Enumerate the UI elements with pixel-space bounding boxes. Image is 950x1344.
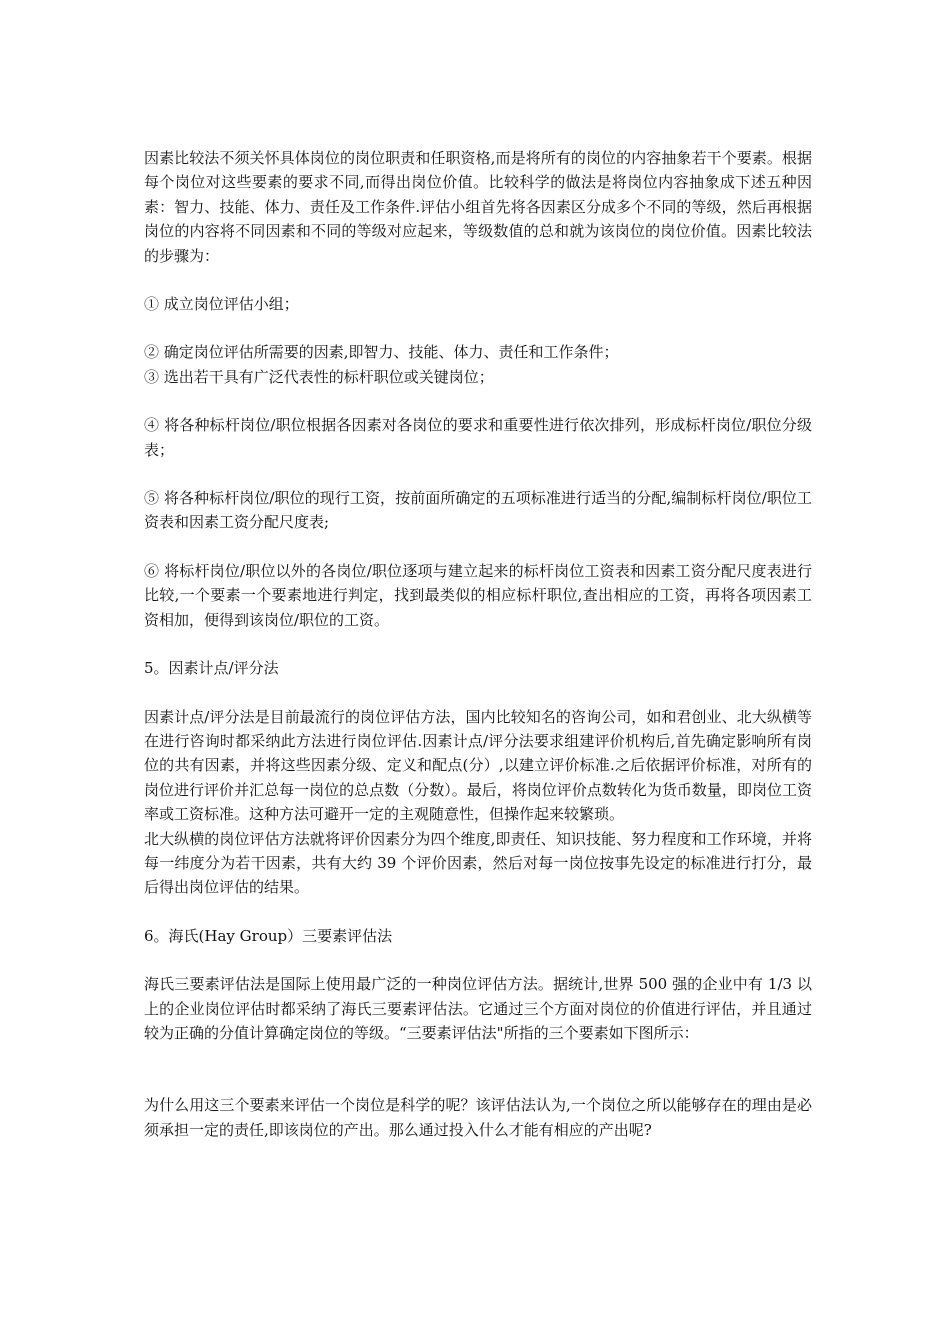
section-heading-5: 5。因素计点/评分法: [144, 659, 279, 678]
intro-paragraph: 因素比较法不须关怀具体岗位的岗位职责和任职资格,而是将所有的岗位的内容抽象若干个要素。根据每个岗位对这些要素的要求不同,而得出岗位价值。比较科学的做法是将岗位内容抽象成下述五种因素：智力、技能、体力、责任及工作条件.评估小组首先将各因素区分成多个不同的等级，然后再根据岗位的内容将不同因素和不同的等级对应起来，等级数值的总和就为该岗位的岗位价值。因素比较法的步骤为：: [144, 149, 812, 265]
step-3: ③ 选出若干具有广泛代表性的标杆职位或关键岗位；: [144, 367, 494, 386]
spacer: [144, 681, 812, 705]
step-2: ② 确定岗位评估所需要的因素,即智力、技能、体力、责任和工作条件；: [144, 343, 619, 362]
step-5: ⑤ 将各种标杆岗位/职位的现行工资，按前面所确定的五项标准进行适当的分配,编制标杆岗位/职位工资表和因素工资分配尺度表;: [144, 489, 812, 532]
spacer: [144, 268, 812, 292]
spacer: [144, 900, 812, 924]
document-body: [144, 146, 812, 1142]
step-4: ④ 将各种标杆岗位/职位根据各因素对各岗位的要求和重要性进行依次排列，形成标杆岗位/职位分级表；: [144, 416, 812, 459]
hay-reason-paragraph: 为什么用这三个要素来评估一个岗位是科学的呢？该评估法认为,一个岗位之所以能够存在的理由是必须承担一定的责任,即该岗位的产出。那么通过投入什么才能有相应的产出呢?: [144, 1096, 812, 1139]
spacer: [144, 535, 812, 559]
spacer: [144, 389, 812, 413]
step-1: ① 成立岗位评估小组；: [144, 295, 299, 314]
section-heading-6: 6。海氏(Hay Group）三要素评估法: [144, 926, 393, 945]
step-6: ⑥ 将标杆岗位/职位以外的各岗位/职位逐项与建立起来的标杆岗位工资表和因素工资分配尺度表进行比较,一个要素一个要素地进行判定，找到最类似的相应标杆职位,查出相应的工资，再将各项因素工资相加，便得到该岗位/职位的工资。: [144, 561, 812, 629]
spacer: [144, 948, 812, 972]
beida-zongheng-paragraph: 北大纵横的岗位评估方法就将评价因素分为四个维度,即责任、知识技能、努力程度和工作环境，并将每一纬度分为若干因素，共有大约 39 个评价因素，然后对每一岗位按事先设定的标准进行打分，最后得出岗位评估的结果。: [144, 829, 812, 897]
spacer: [144, 462, 812, 486]
factor-point-paragraph: 因素计点/评分法是目前最流行的岗位评估方法，国内比较知名的咨询公司，如和君创业、北大纵横等在进行咨询时都采纳此方法进行岗位评估.因素计点/评分法要求组建评价机构后,首先确定影响所有岗位的共有因素，并将这些因素分级、定义和配点(分）,以建立评价标准.之后依据评价标准，对所有的岗位进行评价并汇总每一岗位的总点数（分数）。最后，将岗位评价点数转化为货币数量，即岗位工资率或工资标准。这种方法可避开一定的主观随意性，但操作起来较繁琐。: [144, 707, 812, 824]
figure-placeholder-spacer: [144, 1045, 812, 1093]
spacer: [144, 316, 812, 340]
hay-method-paragraph: 海氏三要素评估法是国际上使用最广泛的一种岗位评估方法。据统计,世界 500 强的企业中有 1/3 以上的企业岗位评估时都采纳了海氏三要素评估法。它通过三个方面对岗位的价值进行评估，并且通过较为正确的分值计算确定岗位的等级。“三要素评估法"所指的三个要素如下图所示：: [144, 975, 812, 1042]
spacer: [144, 632, 812, 656]
